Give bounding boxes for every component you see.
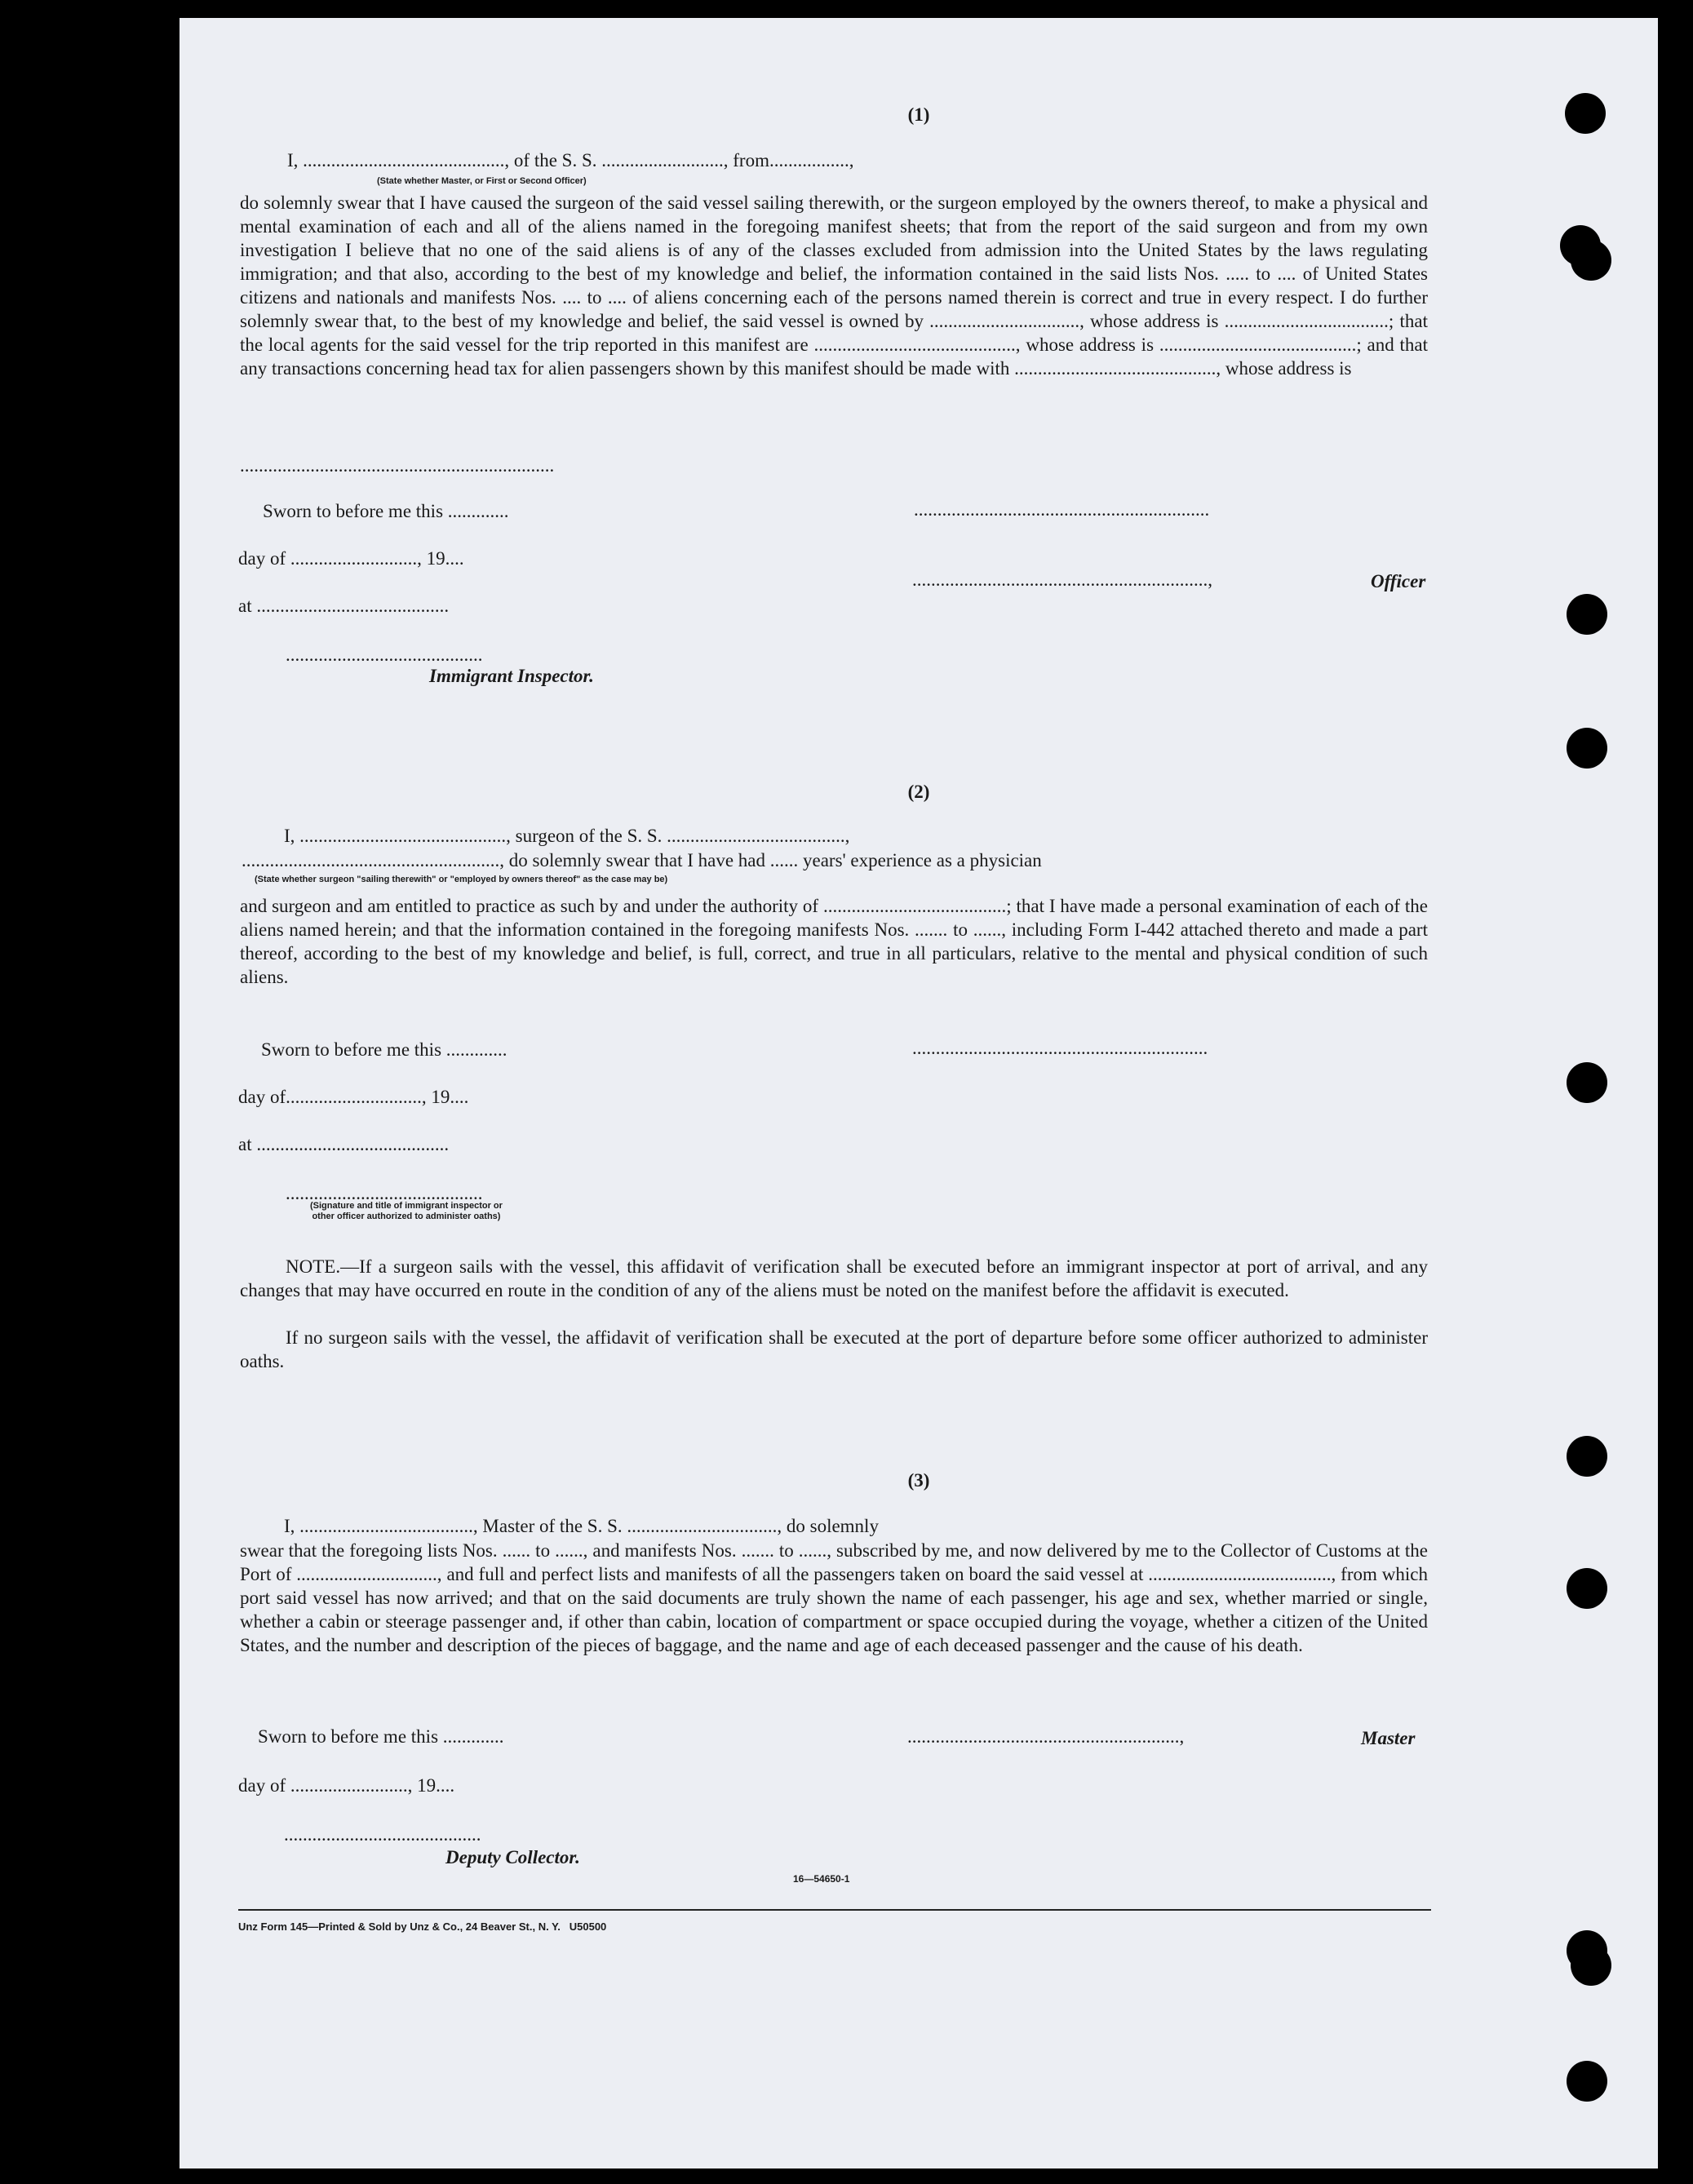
section-1-sig-line-right2: ..............................................................., [912,569,1212,590]
section-1-body-end: ................................................................... [240,455,555,476]
section-2-sig-line-left: .......................................... [286,1183,483,1203]
binder-hole [1567,728,1607,769]
section-1-body: do solemnly swear that I have caused the surgeon of the said vessel sailing therewith, or the surgeon employed by the owners thereof, to make a physical and mental examination of each and all of the aliens named in the foregoing manifest sheets; that from the report of the said surgeon and from my own investigation I believe that no one of the said aliens is of any of the classes excluded from admission into the United States by the laws regulating immigration; and that also, according to the best of my knowledge and belief, the information contained in the said lists Nos. ..... to .... of United States citizens and nationals and manifests Nos. .... to .... of aliens concerning each of the persons named therein is correct and true in every respect. I do further solemnly swear that, to the best of my knowledge and belief, the said vessel is owned by ................................, whose address is ...................................; that the local agents for the said vessel for the trip reported in this manifest are ..........................................., whose address is ..........................................; and that any transactions concerning head tax for alien passengers shown by this manifest should be made with ..........................................., whose address is [240,193,1428,379]
footer-rule [238,1909,1431,1911]
section-3-number: (3) [907,1470,930,1491]
section-1-sworn: Sworn to before me this ............. [263,501,509,521]
binder-hole [1571,240,1611,281]
section-3-master-label: Master [1361,1728,1416,1748]
binder-hole [1567,2061,1607,2102]
section-2-note-head: NOTE. [286,1256,341,1277]
binder-hole [1571,1945,1611,1986]
section-2-signature-note: (Signature and title of immigrant inspector or other officer authorized to administer oaths) [310,1201,503,1221]
section-2-sig-line-right: ............................................................... [912,1038,1208,1058]
document-page [179,18,1658,2168]
section-1-immigrant-inspector: Immigrant Inspector. [429,666,594,686]
section-3-day: day of ........................., 19.... [238,1775,455,1796]
form-number: 16—54650-1 [793,1873,850,1885]
section-3-line1: I, ....................................., Master of the S. S. ................................, do solemnly [284,1516,879,1536]
section-3-deputy-collector: Deputy Collector. [445,1847,580,1867]
section-3-body: swear that the foregoing lists Nos. ...... to ......, and manifests Nos. ....... to ......, subscribed by me, and now delivered by me to the Collector of Customs at the Port of .............................., and full and perfect lists and manifests of all the passengers taken on board the said vessel at ......................................., from which port said vessel has now arrived; and that on the said documents are truly shown the name of each passenger, his age and sex, whether married or single, whether a cabin or steerage passenger and, if other than cabin, location of compartment or space occupied during the voyage, whether a citizen of the United States, and the number and description of the pieces of baggage, and the name and age of each deceased passenger and the cause of his death. [240,1540,1428,1655]
section-2-line2: ......................................................., do solemnly swear that I have had ...... years' experience as a physician [242,850,1042,870]
section-3-sig-line-left: .......................................... [284,1824,481,1845]
section-1-sig-line-left: .......................................... [286,645,483,665]
section-3-sworn: Sworn to before me this ............. [258,1726,504,1747]
section-2-line1: I, ............................................, surgeon of the S. S. ......................................, [284,826,850,846]
section-1-day: day of ..........................., 19.... [238,548,464,569]
section-2-sworn: Sworn to before me this ............. [261,1039,507,1060]
binder-hole [1567,1568,1607,1609]
section-2-number: (2) [907,782,930,802]
section-2-note-2: If no surgeon sails with the vessel, the affidavit of verification shall be executed at the port of departure before some officer authorized to administer oaths. [240,1327,1428,1371]
section-2-note-text: —If a surgeon sails with the vessel, this affidavit of verification shall be executed before an immigrant inspector at port of arrival, and any changes that may have occurred en route in the condition of any of the aliens must be noted on the manifest before the affidavit is executed. [240,1256,1428,1300]
section-1-line1: I, ..........................................., of the S. S. .........................., from................., [287,150,854,171]
section-3-sig-line-right: .........................................................., [907,1726,1185,1747]
section-1-number: (1) [907,104,930,125]
section-2-body: and surgeon and am entitled to practice as such by and under the authority of .......................................; that I have made a personal examination of each of the aliens named herein; and that the information contained in the foregoing manifests Nos. ....... to ......, including Form I-442 attached thereto and made a part thereof, according to the best of my knowledge and belief, is full, correct, and true in all particulars, relative to the mental and physical condition of such aliens. [240,896,1428,987]
section-1-officer-note: (State whether Master, or First or Second Officer) [377,176,587,186]
binder-hole [1567,1062,1607,1103]
section-2-note [240,1255,1428,1302]
section-1-at: at ......................................... [238,596,450,616]
section-1-officer-label: Officer [1371,571,1426,591]
footer-printer-line: Unz Form 145—Printed & Sold by Unz & Co., 24 Beaver St., N. Y. U50500 [238,1920,607,1933]
section-2-day: day of............................., 19.... [238,1087,469,1107]
binder-hole [1567,594,1607,635]
section-2-surgeon-note: (State whether surgeon "sailing therewith" or "employed by owners thereof" as the case may be) [255,875,668,884]
section-2-at: at ......................................... [238,1134,450,1154]
section-1-sig-line-right1: ............................................................... [914,499,1210,520]
